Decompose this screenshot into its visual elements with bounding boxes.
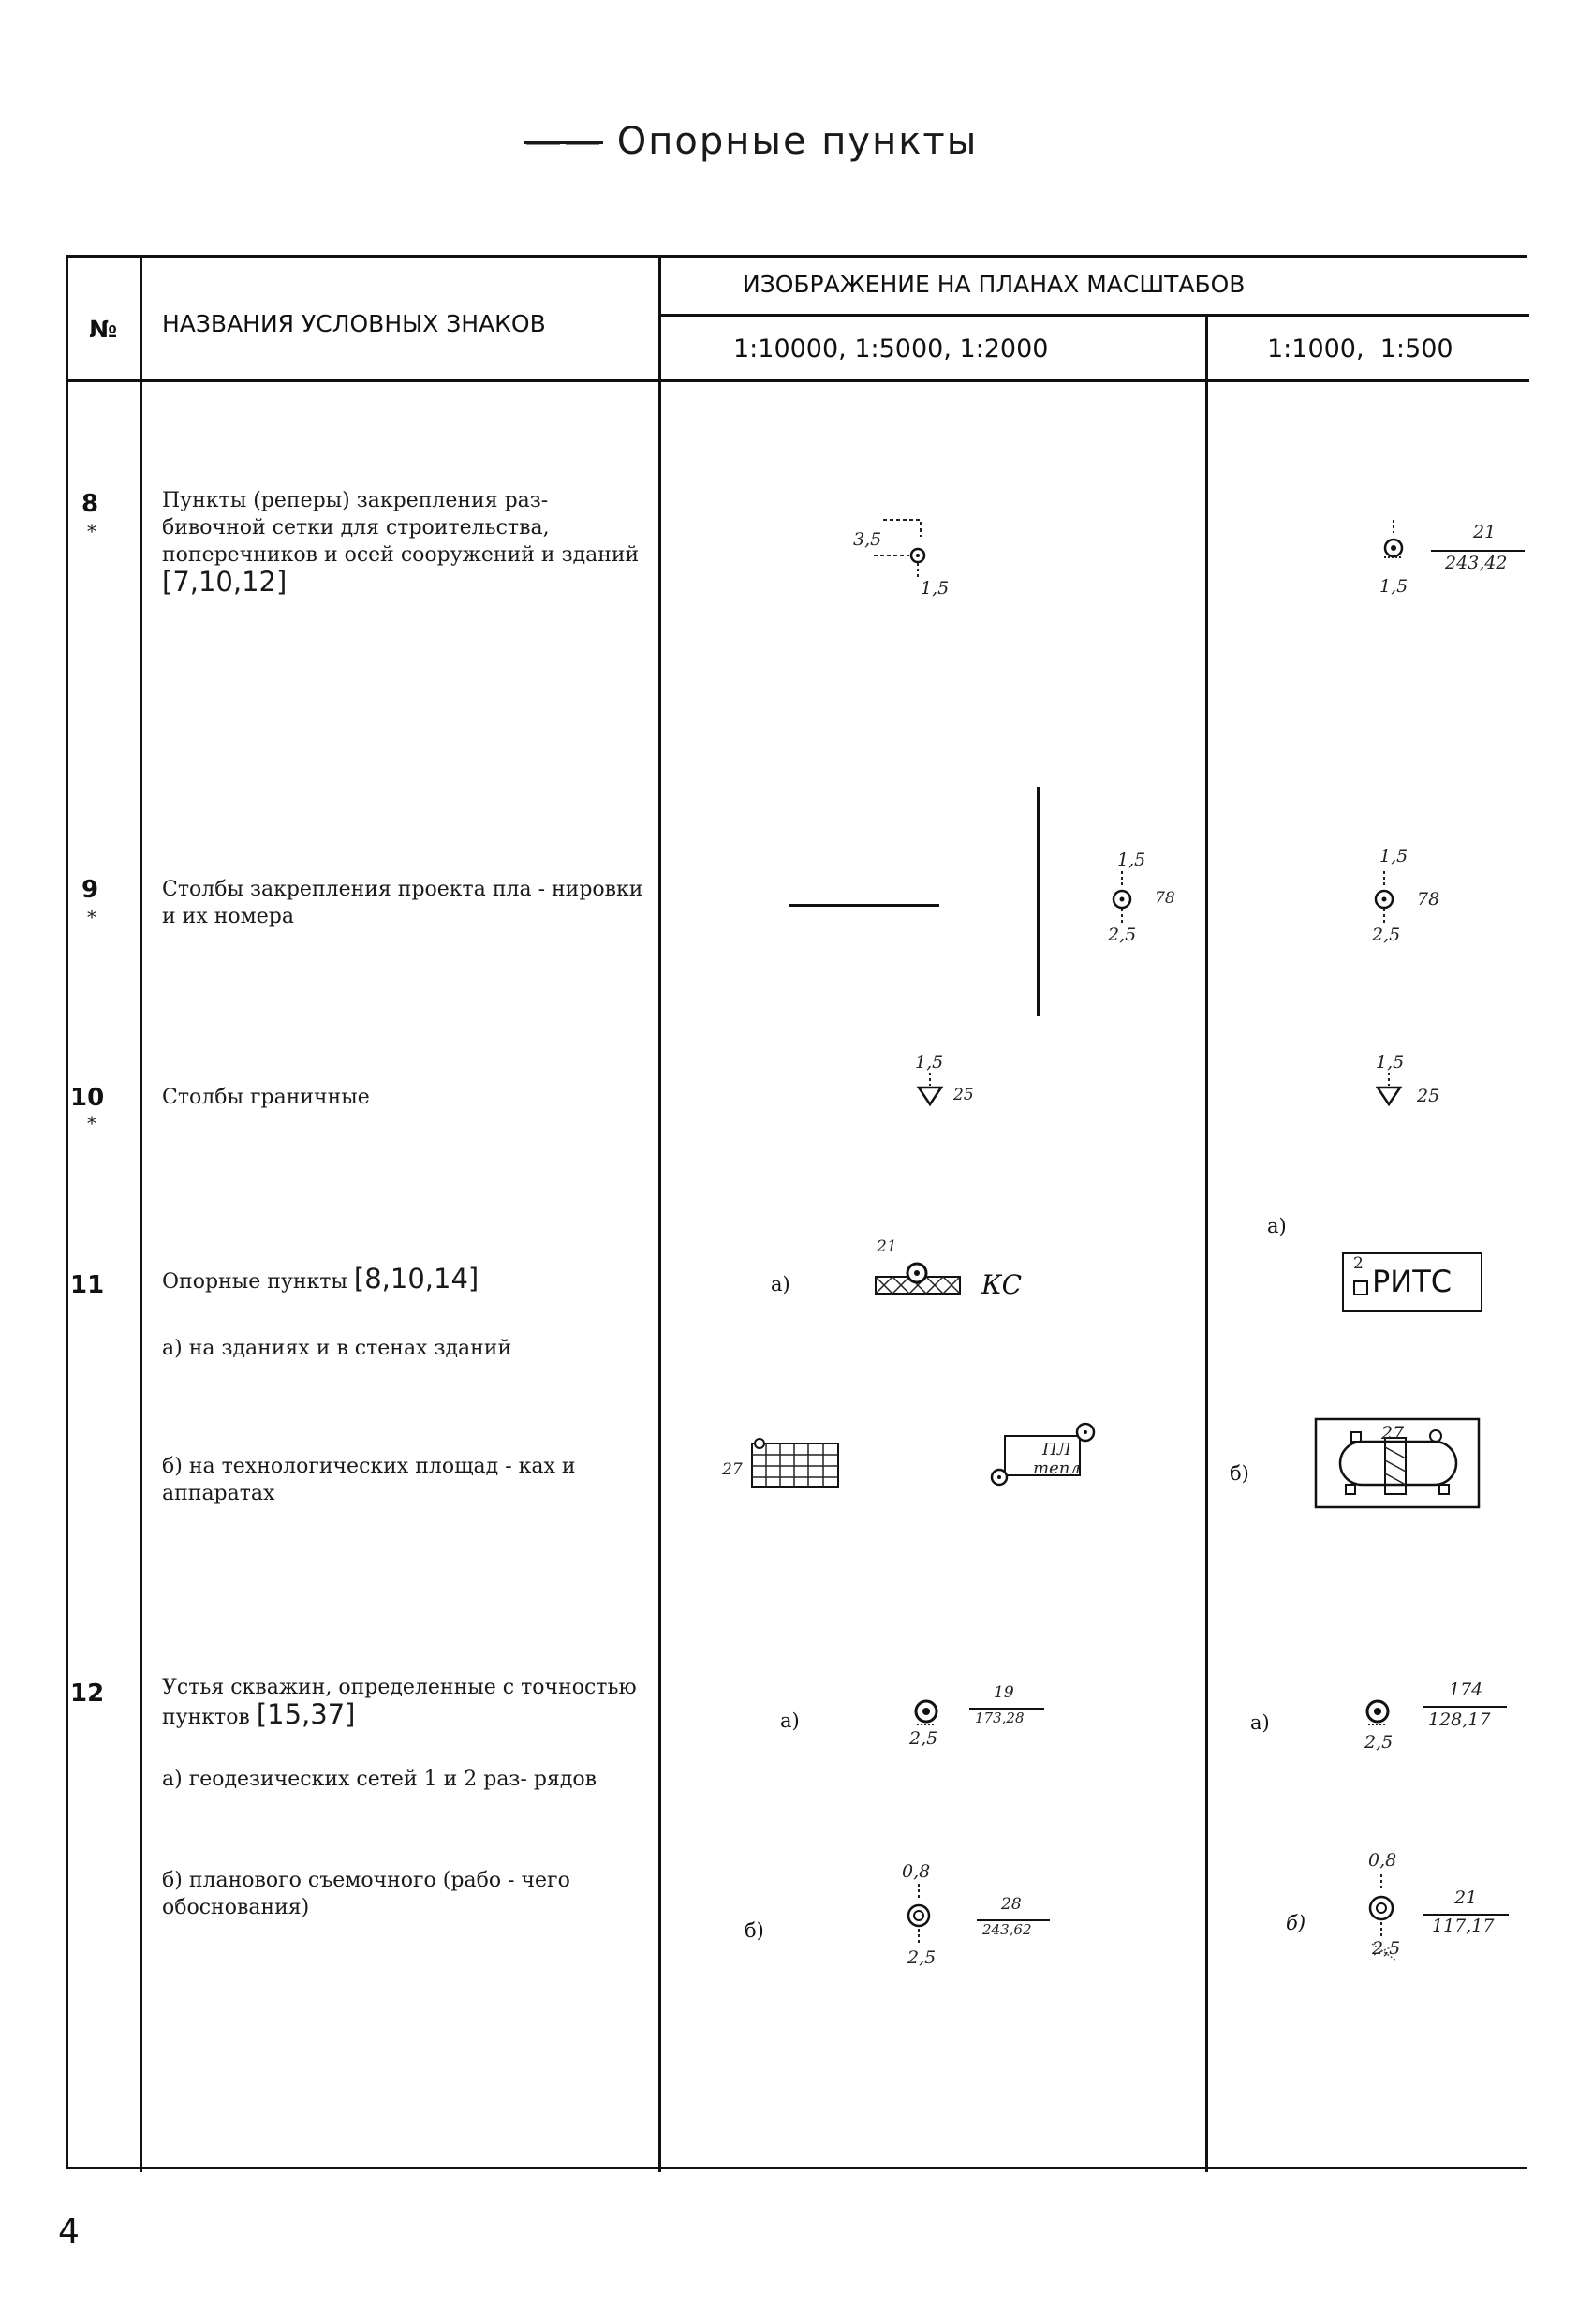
row-8-name — [162, 487, 644, 599]
row-12-fraction-a-large — [1423, 1706, 1507, 1708]
row-9-d2-b: 2,5 — [1372, 925, 1401, 945]
row-11-apparatus-n: 27 — [1381, 1423, 1405, 1443]
row-8-ref: [7,10,12] — [162, 566, 288, 598]
header-scale-b: 1:1000, 1:500 — [1267, 334, 1453, 363]
row-12-mark-b-small: б) — [745, 1919, 764, 1942]
row-10-star: * — [87, 1112, 96, 1134]
row-12-dim-b1-large: 0,8 — [1368, 1850, 1397, 1871]
row-11-sub-a: а) на зданиях и в стенах зданий — [162, 1337, 512, 1360]
row-11-ref: [8,10,14] — [353, 1263, 479, 1295]
row-12-ref: [15,37] — [256, 1698, 356, 1730]
row-8-symbol-small-scale — [855, 511, 967, 604]
row-11-n-a: 21 — [877, 1237, 897, 1256]
row-11-grid-n: 27 — [722, 1460, 743, 1479]
row-9-n-b: 78 — [1417, 889, 1440, 910]
row-12-mark-b-large: б) — [1286, 1912, 1306, 1934]
row-9-n-a: 78 — [1155, 889, 1175, 908]
row-10-d-b: 1,5 — [1376, 1052, 1405, 1073]
row-12-top-b-large: 21 — [1454, 1887, 1478, 1908]
row-12-mark-a-small: а) — [780, 1710, 800, 1732]
col-sep-1 — [140, 258, 142, 2172]
row-12-mark-a-large: а) — [1250, 1711, 1270, 1734]
row-9-star: * — [87, 906, 96, 928]
row-9-d2-a: 2,5 — [1108, 925, 1137, 945]
row-12-bottom-a-small: 173,28 — [975, 1710, 1025, 1726]
row-12-dim-b2-large: 2,5 — [1372, 1938, 1401, 1959]
header-scale-a: 1:10000, 1:5000, 1:2000 — [733, 334, 1049, 363]
title-strike: —— — [524, 120, 603, 163]
symbols-table — [66, 255, 1527, 2169]
row-11-mark-b-large: б) — [1230, 1462, 1249, 1485]
page-number: 4 — [58, 2213, 80, 2251]
row-12-top-b-small: 28 — [1001, 1895, 1022, 1914]
row-12-no: 12 — [70, 1680, 105, 1708]
row-11-mark-a-large: а) — [1267, 1215, 1287, 1237]
row-11-wall-symbol — [874, 1260, 967, 1297]
header-name: НАЗВАНИЯ УСЛОВНЫХ ЗНАКОВ — [162, 310, 546, 337]
row-11-sub-b: б) на технологических площад - ках и аппаратах — [162, 1455, 576, 1505]
row-8-bottom-b: 243,42 — [1445, 553, 1508, 573]
row-12-bottom-b-large: 117,17 — [1432, 1916, 1495, 1936]
row-12-name — [162, 1674, 644, 1731]
row-9-no: 9 — [81, 876, 99, 904]
row-10-symbol-large-scale — [1370, 1073, 1408, 1110]
header-image: ИЗОБРАЖЕНИЕ НА ПЛАНАХ МАСШТАБОВ — [743, 271, 1246, 298]
row-8-no: 8 — [81, 490, 99, 518]
row-11-rits-code: РИТС — [1372, 1264, 1453, 1299]
row-9-symbol-large-scale — [1365, 871, 1412, 927]
row-9-d1-a: 1,5 — [1117, 850, 1146, 870]
row-12-name-text: Устья скважин, определенные с точностью пунктов — [162, 1676, 637, 1729]
header-sep-1 — [658, 314, 1529, 317]
row-9-vertical-line — [1037, 787, 1040, 1016]
row-8-fraction-line — [1431, 550, 1525, 552]
row-12-dim-b2-small: 2,5 — [907, 1947, 937, 1968]
row-11-box-top: ПЛ — [1042, 1440, 1071, 1459]
row-10-d-a: 1,5 — [915, 1052, 944, 1073]
row-8-top-b: 21 — [1473, 522, 1497, 542]
row-8-star: * — [87, 520, 96, 542]
row-12-dim-a-large: 2,5 — [1364, 1732, 1394, 1753]
row-8-dim2: 1,5 — [921, 578, 950, 599]
row-8-name-text: Пункты (реперы) закрепления раз-бивочной сетки для строительства, поперечников и осей сооружений и зданий — [162, 489, 640, 567]
row-12-dim-b1-small: 0,8 — [902, 1861, 931, 1882]
row-12-dim-a-small: 2,5 — [909, 1728, 938, 1749]
row-9-symbol-small-scale — [1103, 871, 1150, 927]
row-11-no: 11 — [70, 1271, 105, 1299]
row-11-rits-sup: 2 — [1353, 1254, 1364, 1273]
row-11-code-a: КС — [981, 1269, 1023, 1300]
row-11-name — [162, 1263, 644, 1295]
row-11-mark-a-small: а) — [771, 1273, 790, 1295]
row-12-bottom-b-small: 243,62 — [982, 1921, 1032, 1938]
row-12-sub-b: б) планового съемочного (рабо - чего обоснования) — [162, 1869, 570, 1919]
row-9-horizontal-line — [789, 904, 939, 907]
row-12-sub-a: а) геодезических сетей 1 и 2 раз- рядов — [162, 1768, 597, 1791]
row-11-name-text: Опорные пункты — [162, 1270, 347, 1294]
row-10-n-b: 25 — [1417, 1086, 1440, 1106]
row-11-rits-square — [1353, 1280, 1368, 1295]
row-10-n-a: 25 — [953, 1086, 974, 1104]
header-no: № — [89, 316, 118, 343]
row-10-name: Столбы граничные — [162, 1086, 370, 1109]
page-title — [524, 120, 1086, 163]
header-sep-2 — [68, 379, 1529, 382]
row-10-no: 10 — [70, 1084, 105, 1112]
col-sep-2 — [658, 258, 661, 2172]
row-12-bottom-a-large: 128,17 — [1428, 1710, 1491, 1730]
row-9-d1-b: 1,5 — [1379, 846, 1409, 866]
row-11-grid-symbol — [750, 1436, 844, 1492]
row-11-box-bottom: тепл — [1033, 1458, 1081, 1478]
row-8-dim1: 3,5 — [853, 529, 882, 550]
row-8-dim-b: 1,5 — [1379, 576, 1409, 597]
row-12-top-a-large: 174 — [1449, 1680, 1483, 1700]
col-sep-3 — [1205, 314, 1208, 2172]
row-10-symbol-small-scale — [911, 1073, 949, 1110]
row-9-name: Столбы закрепления проекта пла - нировки и их номера — [162, 878, 643, 928]
title-text: Опорные пункты — [616, 120, 979, 163]
row-12-top-a-small: 19 — [994, 1683, 1014, 1702]
